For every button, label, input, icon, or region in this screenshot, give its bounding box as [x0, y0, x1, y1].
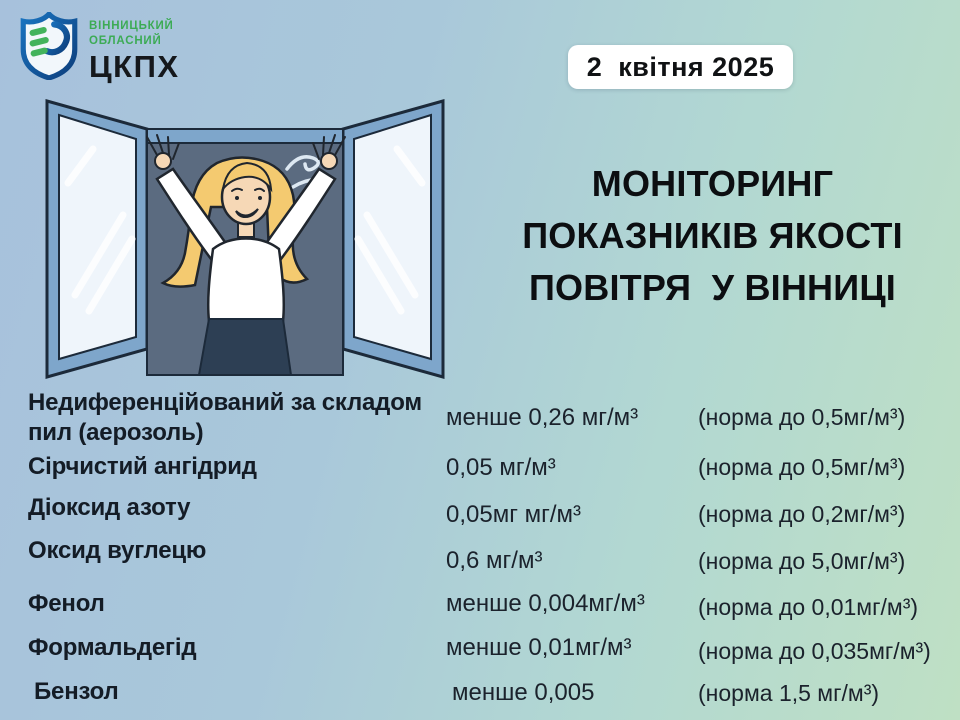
- date-badge: 2 квітня 2025: [568, 45, 793, 89]
- pollutant-7-value: менше 0,005: [452, 679, 595, 706]
- title-line1: МОНІТОРИНГ: [591, 163, 834, 204]
- pollutant-1-name: Недиференційований за складом пил (аерозоль): [28, 389, 422, 446]
- pollutant-1-value: менше 0,26 мг/м³: [446, 404, 639, 431]
- pollutant-2-value: 0,05 мг/м³: [446, 454, 556, 481]
- pollutant-7-norm: (норма 1,5 мг/м³): [698, 680, 880, 706]
- pollutant-4-name: Оксид вуглецю: [28, 537, 207, 564]
- title-line3: ПОВІТРЯ У ВІННИЦІ: [528, 266, 897, 308]
- pollutant-6-norm: (норма до 0,035мг/м³): [698, 638, 931, 664]
- pollutant-3-name: Діоксид азоту: [28, 494, 191, 521]
- woman-opening-window-illustration: [35, 97, 455, 382]
- pollutant-3-value: 0,05мг мг/м³: [446, 501, 582, 528]
- pollutant-7-name: Бензол: [34, 678, 119, 705]
- org-name-line1: ВІННИЦЬКИЙ: [89, 20, 174, 32]
- pollutant-2-norm: (норма до 0,5мг/м³): [698, 454, 906, 480]
- pollutant-4-norm: (норма до 5,0мг/м³): [698, 548, 906, 574]
- pollutant-5-value: менше 0,004мг/м³: [446, 590, 645, 617]
- pollutant-2-name: Сірчистий ангідрид: [28, 453, 257, 480]
- shield-heart-logo-icon: [20, 12, 78, 80]
- pollutant-6-name: Формальдегід: [28, 634, 197, 661]
- page-title: [475, 158, 950, 313]
- pollutant-5-norm: (норма до 0,01мг/м³): [698, 594, 919, 620]
- pollutant-6-value: менше 0,01мг/м³: [446, 634, 632, 661]
- pollutant-1-norm: (норма до 0,5мг/м³): [698, 404, 906, 430]
- org-logo: [20, 12, 180, 82]
- pollutant-5-name: Фенол: [28, 590, 105, 617]
- pollutant-4-value: 0,6 мг/м³: [446, 547, 543, 574]
- pollutant-3-norm: (норма до 0,2мг/м³): [698, 501, 906, 527]
- title-line2: ПОКАЗНИКІВ ЯКОСТІ: [522, 214, 903, 256]
- org-abbr: ЦКПХ: [89, 48, 180, 84]
- org-name-line2: ОБЛАСНИЙ: [89, 34, 162, 47]
